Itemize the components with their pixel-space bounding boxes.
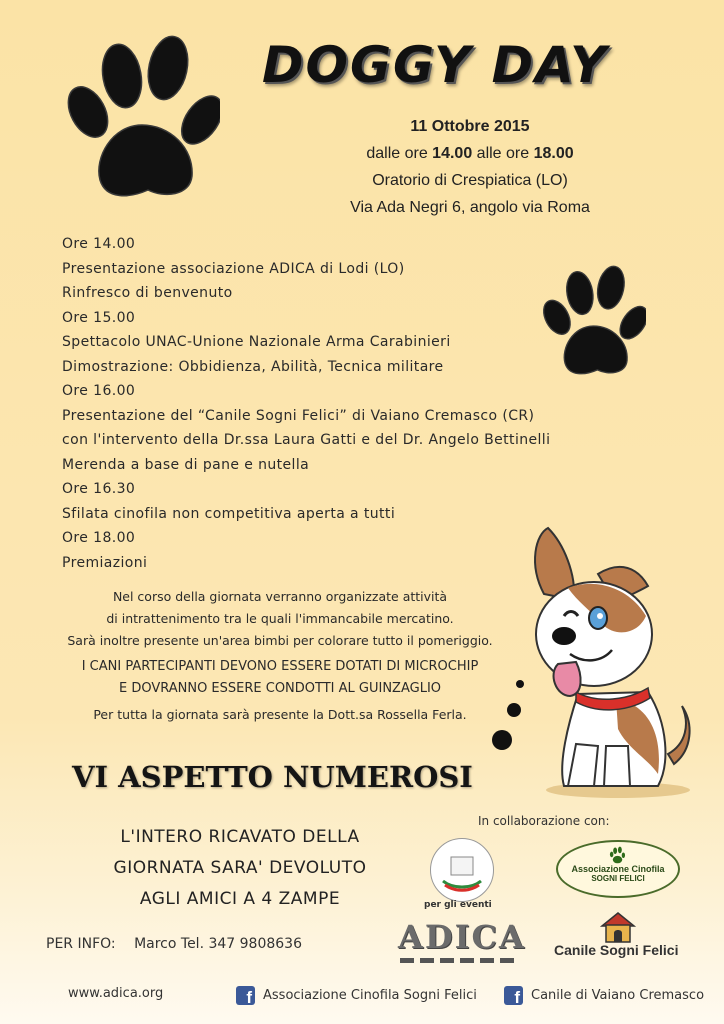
contact-label: PER INFO: [46, 936, 116, 952]
program-line: Ore 16.30 [62, 481, 136, 497]
contact-phone: Marco Tel. 347 9808636 [134, 936, 302, 952]
note-line: Sarà inoltre presente un'area bimbi per colorare tutto il pomeriggio. [67, 633, 493, 648]
dog-silhouettes-icon [398, 954, 522, 966]
contact-info [46, 936, 316, 952]
facebook-icon [236, 986, 255, 1005]
program-line: Ore 15.00 [62, 309, 136, 326]
microchip-notice: I CANI PARTECIPANTI DEVONO ESSERE DOTATI DI MICROCHIP E DOVRANNO ESSERE CONDOTTI AL GUINZAGLIO [81, 659, 479, 696]
program-line: Presentazione del “Canile Sogni Felici” di Vaiano Cremasco (CR) [62, 407, 535, 424]
website-link[interactable]: www.adica.org [68, 986, 164, 1001]
canile-logo-text: Canile Sogni Felici [554, 942, 679, 958]
facebook-link-sogni-felici[interactable]: f Associazione Cinofila Sogni Felici [236, 986, 477, 1005]
program-line: con l'intervento della Dr.ssa Laura Gatti e del Dr. Angelo Bettinelli [62, 432, 551, 448]
crespiatica-logo [430, 838, 494, 902]
vet-note: Per tutta la giornata sarà presente la Dott.sa Rossella Ferla. [93, 707, 467, 722]
program-line: Spettacolo UNAC-Unione Nazionale Arma Carabinieri [62, 334, 451, 350]
event-info [300, 118, 640, 226]
slogan: VI ASPETTO NUMEROSI [72, 760, 473, 794]
notes-block [60, 586, 500, 726]
program-line: Sfilata cinofila non competitiva aperta a tutti [62, 505, 396, 522]
facebook-link-canile[interactable]: f Canile di Vaiano Cremasco [504, 986, 704, 1005]
collaboration-label: In collaborazione con: [478, 814, 610, 828]
adica-logo: ADICA [398, 918, 526, 956]
program-line: Merenda a base di pane e nutella [62, 456, 310, 473]
note-line: Nel corso della giornata verranno organizzate attività [112, 589, 448, 604]
program-line: Ore 18.00 [62, 530, 136, 546]
note-line: di intrattenimento tra le quali l'immancabile mercatino. [106, 611, 454, 626]
logo-caption: per gli eventi [424, 900, 492, 910]
program-line: Presentazione associazione ADICA di Lodi (LO) [62, 260, 405, 277]
page-title: DOGGY DAY [262, 36, 609, 94]
program-line: Dimostrazione: Obbidienza, Abilità, Tecnica militare [62, 358, 444, 375]
paw-icon [606, 846, 628, 864]
program-line: Rinfresco di benvenuto [62, 285, 233, 301]
facebook-icon [504, 986, 523, 1005]
paw-icon [60, 30, 220, 205]
event-place: Oratorio di Crespiatica (LO) [372, 172, 568, 189]
thought-bubbles [486, 674, 530, 754]
event-time: dalle ore 14.00 alle ore 18.00 [366, 145, 574, 162]
program-line: Ore 14.00 [62, 236, 136, 252]
program-line: Ore 16.00 [62, 383, 136, 399]
proceeds-notice: L'INTERO RICAVATO DELLA GIORNATA SARA' DEVOLUTO AGLI AMICI A 4 ZAMPE [113, 827, 367, 909]
event-date: 11 Ottobre 2015 [410, 118, 530, 135]
dog-illustration [498, 524, 698, 804]
event-address: Via Ada Negri 6, angolo via Roma [350, 199, 590, 216]
program-line: Premiazioni [62, 554, 148, 571]
doghouse-icon [598, 910, 638, 944]
sogni-felici-logo: Associazione Cinofila SOGNI FELICI [556, 840, 680, 898]
